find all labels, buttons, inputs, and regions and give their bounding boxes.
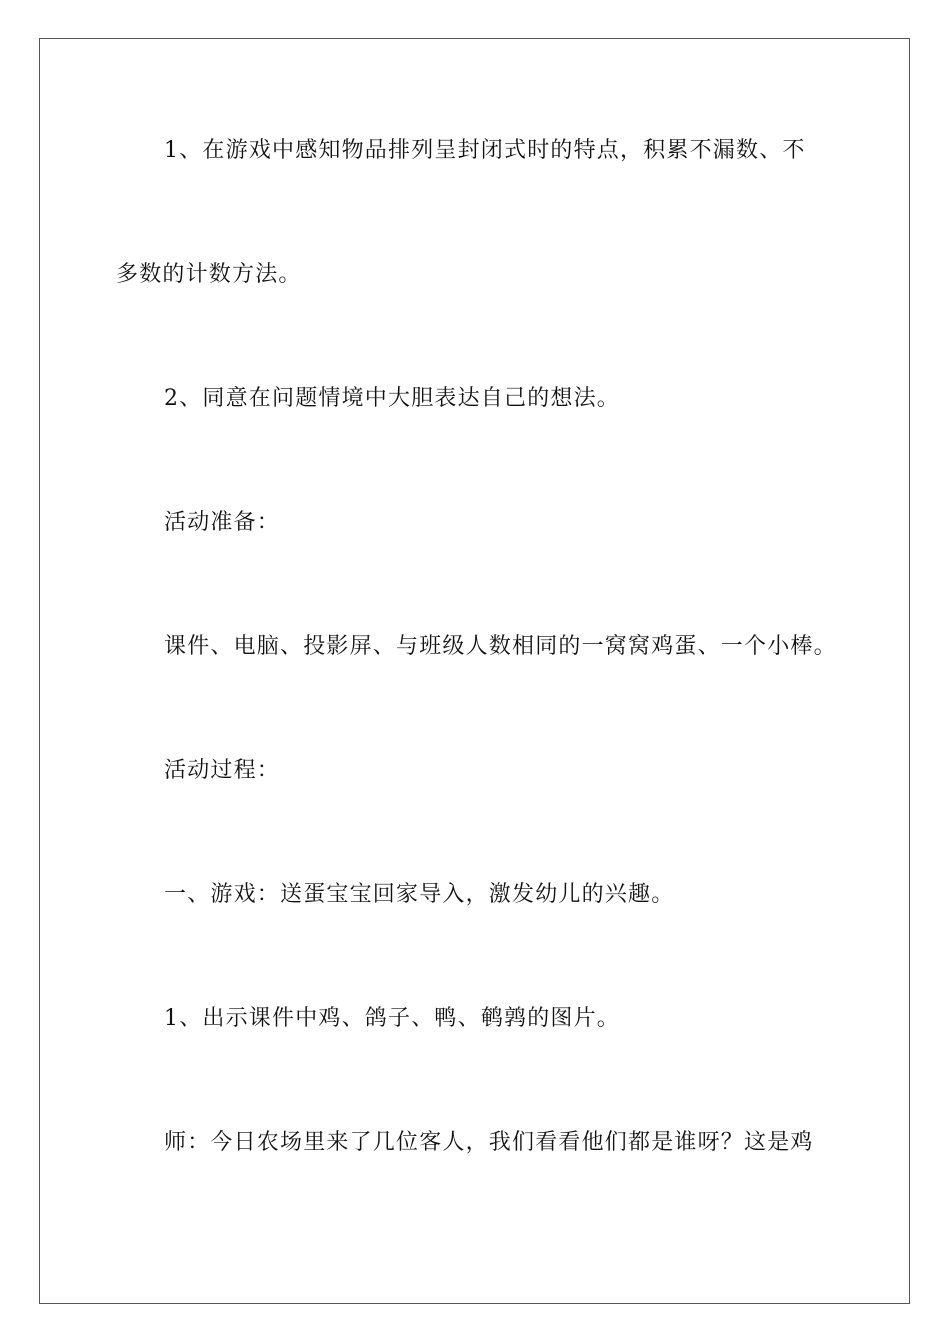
page-border	[39, 38, 910, 1304]
paragraph-line-8: 1、出示课件中鸡、鸽子、鸭、鹌鹑的图片。	[164, 1006, 620, 1031]
section-heading-process: 活动过程：	[164, 758, 281, 783]
paragraph-line-3: 2、同意在问题情境中大胆表达自己的想法。	[164, 386, 620, 411]
paragraph-line-7: 一、游戏：送蛋宝宝回家导入，激发幼儿的兴趣。	[164, 882, 675, 907]
paragraph-line-5: 课件、电脑、投影屏、与班级人数相同的一窝窝鸡蛋、一个小棒。	[164, 634, 837, 659]
paragraph-line-1: 1、在游戏中感知物品排列呈封闭式时的特点，积累不漏数、不	[164, 138, 806, 163]
paragraph-line-9: 师：今日农场里来了几位客人，我们看看他们都是谁呀？这是鸡	[164, 1130, 814, 1155]
paragraph-line-2: 多数的计数方法。	[116, 262, 302, 287]
section-heading-preparation: 活动准备：	[164, 510, 281, 535]
